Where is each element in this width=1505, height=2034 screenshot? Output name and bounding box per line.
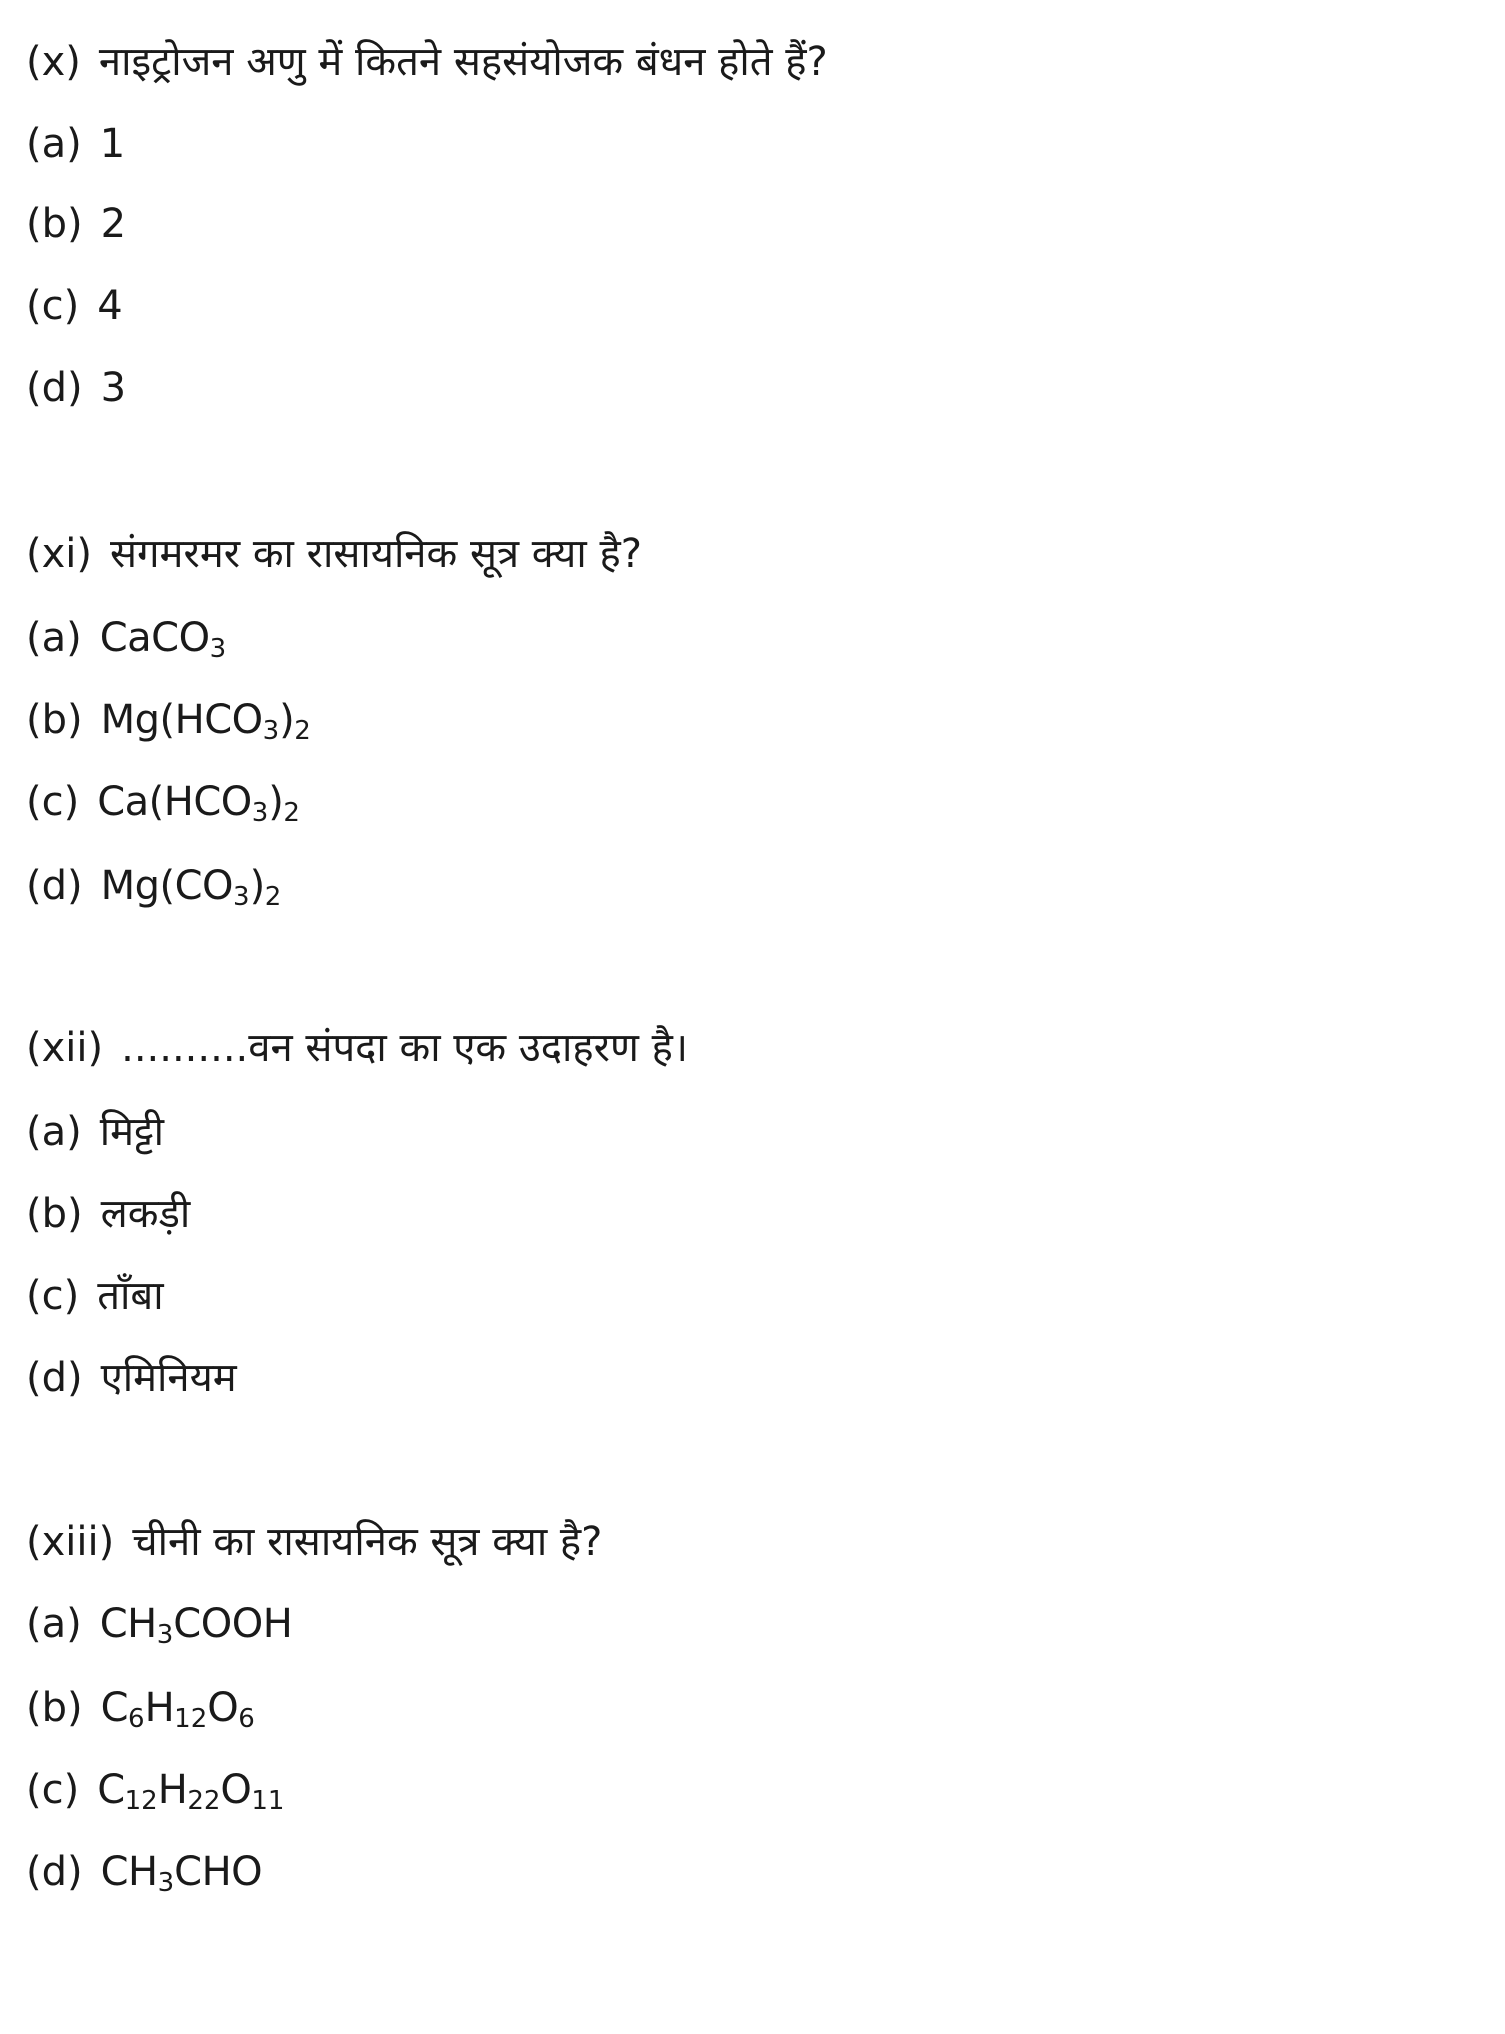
question-number: (xi) [26, 531, 92, 577]
option-text: लकड़ी [100, 1191, 191, 1237]
option-x-a [26, 120, 125, 168]
option-xiii-d [26, 1848, 262, 1896]
formula-text: H [157, 1767, 188, 1813]
question-number: (xii) [26, 1025, 104, 1071]
option-x-b [26, 200, 126, 248]
chemical-formula [100, 863, 282, 912]
chemical-formula [100, 697, 311, 746]
formula-subscript: 3 [233, 882, 250, 912]
option-xiii-a [26, 1600, 292, 1648]
option-label: (a) [26, 121, 82, 167]
formula-text: COOH [173, 1601, 293, 1647]
chemical-formula [100, 1849, 263, 1898]
formula-text: O [220, 1767, 252, 1813]
option-label: (d) [26, 863, 83, 909]
question-number: (x) [26, 39, 81, 85]
question-x [26, 38, 828, 86]
formula-subscript: 11 [251, 1786, 285, 1816]
formula-text: ) [279, 697, 295, 743]
option-label: (c) [26, 779, 80, 825]
chemical-formula [100, 1685, 255, 1734]
option-text: मिट्टी [99, 1109, 164, 1155]
option-label: (b) [26, 697, 83, 743]
option-text: ताँबा [97, 1273, 164, 1319]
formula-subscript: 3 [157, 1868, 175, 1898]
question-text: नाइट्रोजन अणु में कितने सहसंयोजक बंधन होते हैं? [98, 39, 828, 85]
formula-text: CHO [174, 1849, 263, 1895]
question-xii [26, 1024, 688, 1072]
formula-text: CaCO [99, 615, 210, 661]
option-xiii-c [26, 1766, 284, 1814]
formula-subscript: 6 [128, 1704, 145, 1734]
question-xi [26, 530, 642, 578]
option-text: 1 [99, 121, 126, 167]
option-x-c [26, 282, 123, 330]
option-text: 2 [100, 201, 127, 247]
formula-subscript: 3 [262, 716, 280, 746]
option-label: (d) [26, 1355, 83, 1401]
question-text: संगमरमर का रासायनिक सूत्र क्या है? [110, 531, 642, 577]
option-label: (a) [26, 1601, 82, 1647]
formula-text: Mg(HCO [100, 697, 263, 743]
chemical-formula [99, 615, 227, 664]
question-text: चीनी का रासायनिक सूत्र क्या है? [132, 1519, 603, 1565]
option-xii-a [26, 1108, 164, 1156]
option-xii-b [26, 1190, 190, 1238]
formula-text: ) [268, 779, 284, 825]
option-label: (a) [26, 615, 82, 661]
option-label: (c) [26, 1273, 80, 1319]
option-label: (d) [26, 1849, 83, 1895]
chemical-formula [99, 1601, 293, 1650]
option-text: 4 [97, 283, 123, 329]
option-label: (c) [26, 283, 80, 329]
option-label: (b) [26, 1191, 83, 1237]
option-xi-c [26, 778, 300, 826]
option-text: एमिनियम [100, 1355, 237, 1401]
question-text: ..........वन संपदा का एक उदाहरण है। [121, 1025, 688, 1071]
formula-text: C [97, 1767, 125, 1813]
formula-subscript: 12 [174, 1704, 208, 1734]
formula-subscript: 3 [209, 634, 227, 664]
option-xi-a [26, 614, 226, 662]
option-xiii-b [26, 1684, 255, 1732]
option-text: 3 [100, 365, 127, 411]
formula-text: O [207, 1685, 239, 1731]
option-label: (c) [26, 1767, 80, 1813]
formula-text: CH [99, 1601, 157, 1647]
formula-subscript: 12 [124, 1786, 158, 1816]
formula-subscript: 2 [294, 716, 311, 746]
option-xi-b [26, 696, 311, 744]
option-label: (a) [26, 1109, 82, 1155]
question-xiii [26, 1518, 602, 1566]
formula-text: CH [100, 1849, 158, 1895]
option-label: (b) [26, 201, 83, 247]
option-x-d [26, 364, 126, 412]
formula-subscript: 2 [264, 882, 282, 912]
option-label: (d) [26, 365, 83, 411]
formula-text: ) [249, 863, 265, 909]
formula-subscript: 3 [251, 798, 269, 828]
chemical-formula [97, 779, 300, 828]
chemical-formula [97, 1767, 285, 1816]
question-number: (xiii) [26, 1519, 115, 1565]
formula-text: C [100, 1685, 129, 1731]
formula-text: Ca(HCO [97, 779, 252, 825]
formula-text: Mg(CO [100, 863, 234, 909]
formula-subscript: 3 [156, 1620, 174, 1650]
option-xii-c [26, 1272, 164, 1320]
formula-subscript: 22 [187, 1786, 221, 1816]
option-xii-d [26, 1354, 237, 1402]
option-label: (b) [26, 1685, 83, 1731]
formula-text: H [144, 1685, 175, 1731]
formula-subscript: 6 [238, 1704, 255, 1734]
formula-subscript: 2 [283, 798, 300, 828]
option-xi-d [26, 862, 281, 910]
